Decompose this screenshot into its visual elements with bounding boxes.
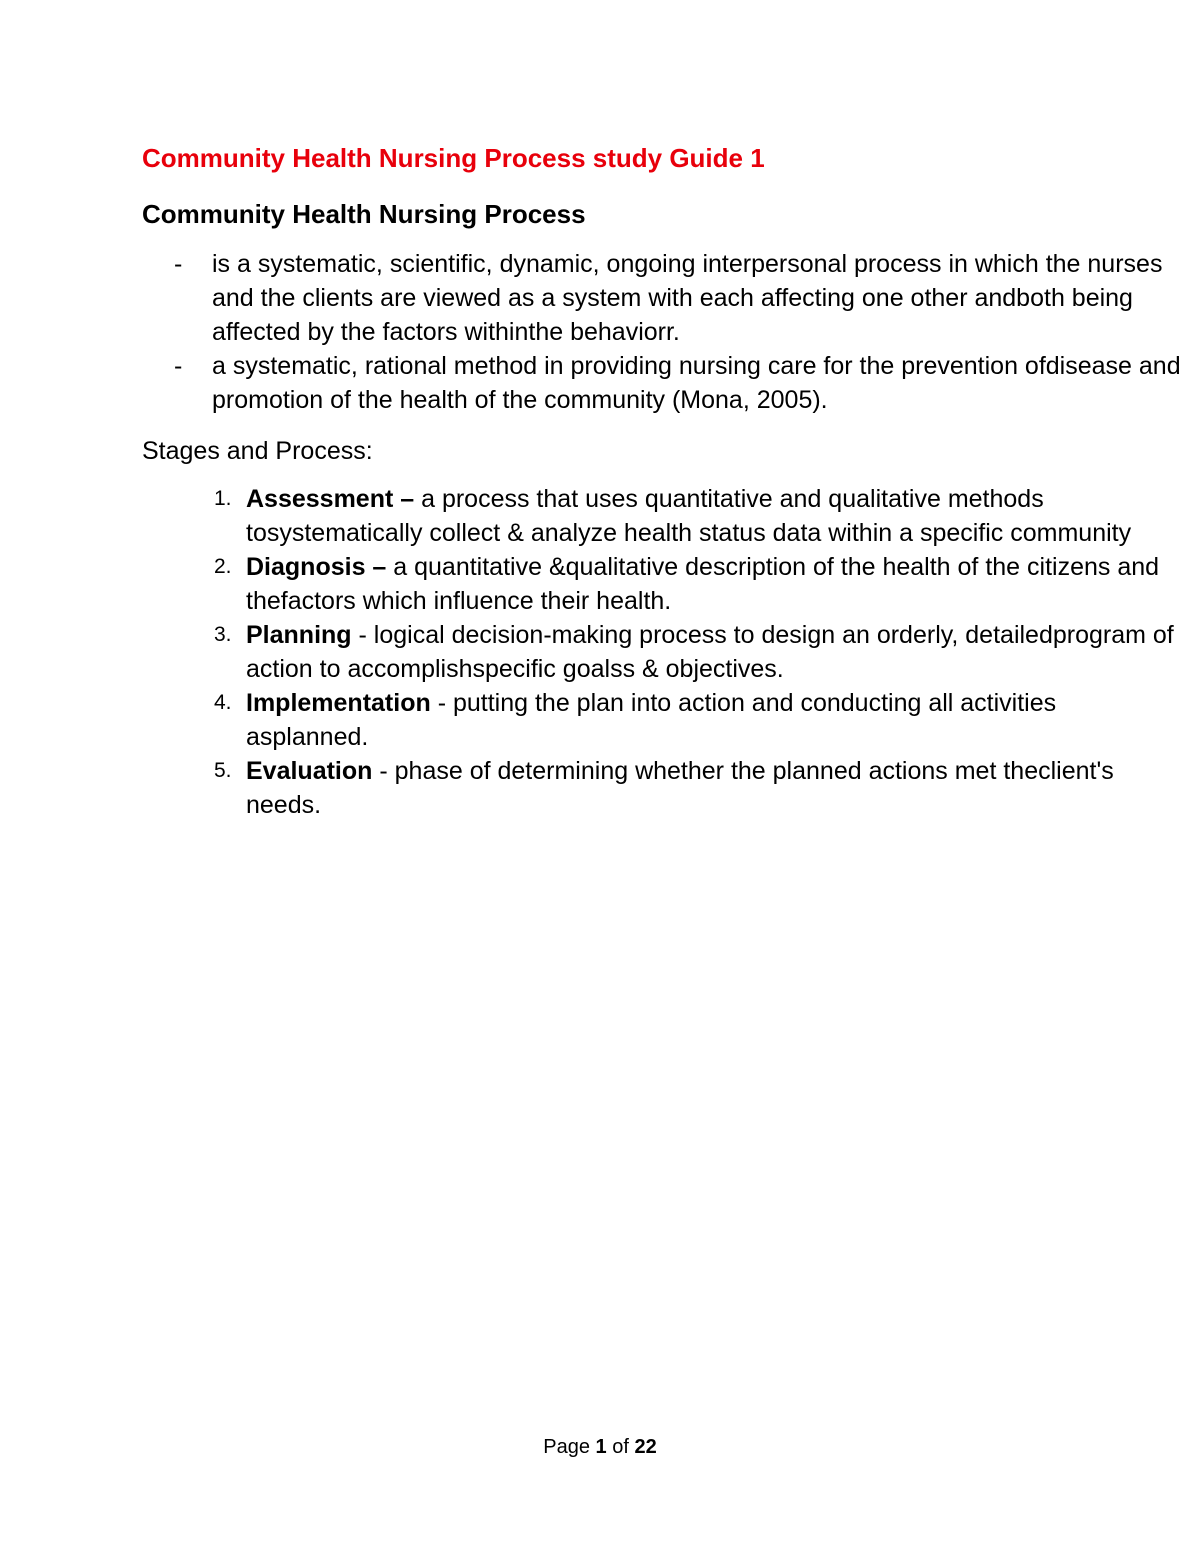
stages-label: Stages and Process:	[142, 437, 373, 465]
stage-description: a process that uses quantitative and qualitative methods tosystematically collect & analyze health status data within a specific community	[246, 485, 1132, 547]
page-footer	[0, 1433, 1200, 1461]
definition-item	[142, 247, 1182, 349]
section-heading: Community Health Nursing Process	[142, 199, 586, 229]
stages-list	[142, 482, 1182, 822]
stage-description: - putting the plan into action and conducting all activities asplanned.	[246, 689, 1057, 751]
stage-number: 1.	[214, 487, 232, 510]
stage-number: 2.	[214, 555, 232, 578]
total-pages-number: 22	[634, 1436, 657, 1458]
stage-description: a quantitative &qualitative description of the health of the citizens and thefactors which influence their health.	[246, 553, 1160, 615]
page-word: Page	[543, 1436, 596, 1458]
stage-item-diagnosis	[142, 550, 1182, 618]
stage-description: - phase of determining whether the planned actions met theclient's needs.	[246, 757, 1114, 819]
definition-item	[142, 349, 1182, 417]
definition-text: a systematic, rational method in providing nursing care for the prevention ofdisease and promotion of the health of the community (Mona, 2005).	[212, 352, 1181, 414]
definition-list	[142, 247, 1182, 417]
stage-term: Diagnosis –	[246, 553, 387, 581]
stage-item-implementation	[142, 686, 1182, 754]
of-word: of	[606, 1436, 635, 1458]
stage-description: - logical decision-making process to design an orderly, detailedprogram of action to accomplishspecific goalss & objectives.	[246, 621, 1174, 683]
stage-term: Evaluation	[246, 757, 373, 785]
stage-term: Planning	[246, 621, 352, 649]
stage-term: Implementation	[246, 689, 431, 717]
stage-item-assessment	[142, 482, 1182, 550]
stage-number: 3.	[214, 623, 232, 646]
stage-number: 5.	[214, 759, 232, 782]
document-title: Community Health Nursing Process study Guide 1	[142, 143, 765, 173]
dash-bullet: -	[174, 352, 183, 380]
dash-bullet: -	[174, 250, 183, 278]
stage-number: 4.	[214, 691, 232, 714]
stage-term: Assessment –	[246, 485, 415, 513]
current-page-number: 1	[595, 1436, 607, 1458]
stage-item-evaluation	[142, 754, 1182, 822]
definition-text: is a systematic, scientific, dynamic, ongoing interpersonal process in which the nurses and the clients are viewed as a system with each affecting one other andboth being affected by the factors withinthe behaviorr.	[212, 250, 1163, 346]
stage-item-planning	[142, 618, 1182, 686]
